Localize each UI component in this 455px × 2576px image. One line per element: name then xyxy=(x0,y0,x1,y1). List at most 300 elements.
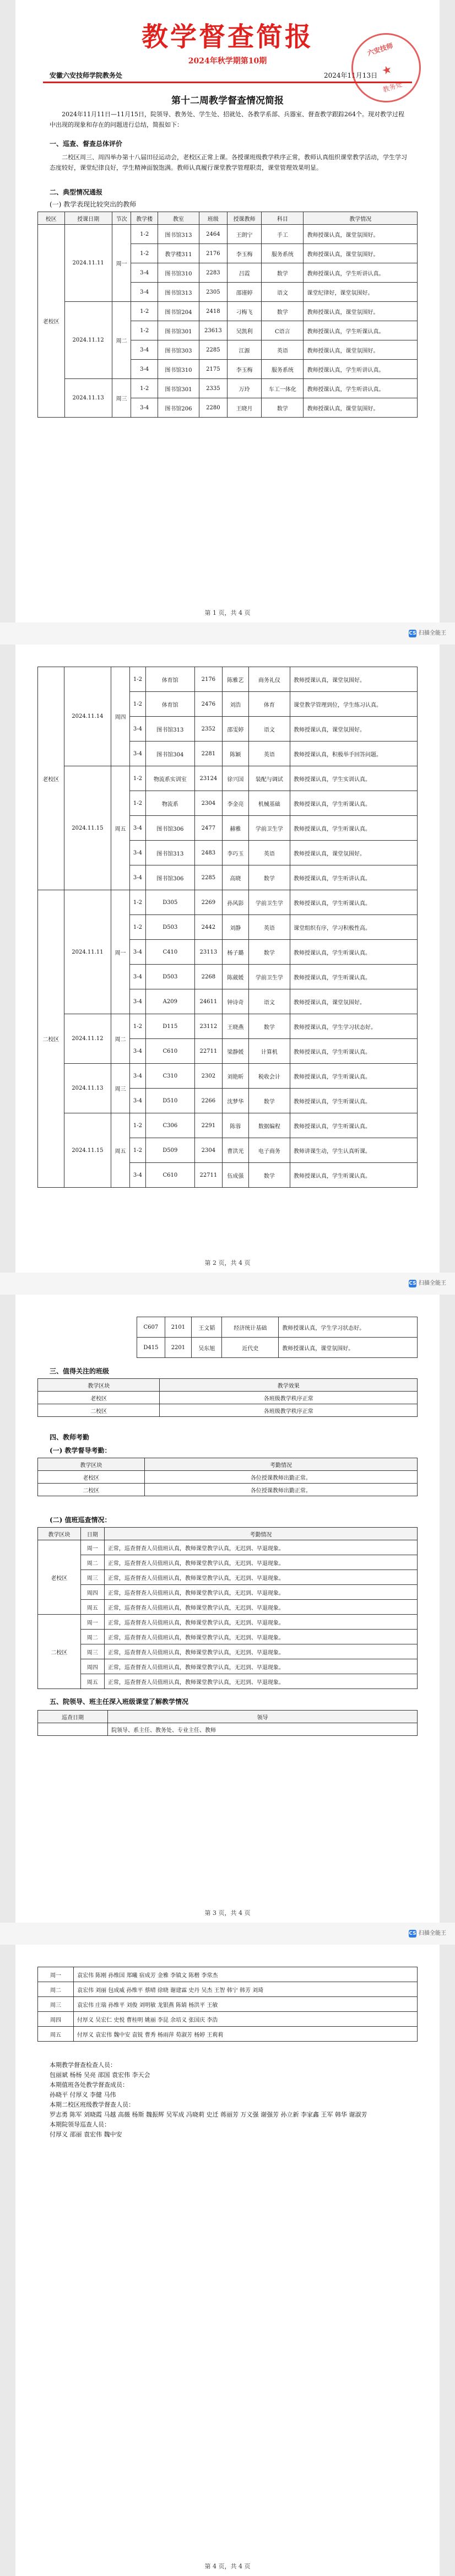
text-cell: 正常，巡查督查人员值班认真，教师课堂教学认真，无迟到、早退现象。 xyxy=(104,1659,417,1674)
room-cell: 2283 xyxy=(199,263,227,283)
note-cell: 教师授课认真，学生听讲认真。 xyxy=(304,360,418,379)
scanner-icon: CS xyxy=(409,1281,416,1286)
note-cell: 教师授课认真，学生听课认真。 xyxy=(290,890,418,915)
table-row xyxy=(137,1338,418,1358)
text-cell: 正常，巡查督查人员值班认真，教师课堂教学认真，无迟到、早退现象。 xyxy=(104,1555,417,1570)
table-row xyxy=(38,1585,418,1600)
room-cell: 24611 xyxy=(194,989,222,1014)
teacher-cell: 高晓 xyxy=(223,865,249,890)
day-cell: 周一 xyxy=(80,1615,104,1630)
day-cell: 周二 xyxy=(80,1555,104,1570)
teacher-cell: 刘浩 xyxy=(223,692,249,717)
date-cell: 2024.11.13 xyxy=(64,379,112,418)
subject-cell: 车工一体化 xyxy=(262,379,304,398)
page-number: 第 3 页，共 4 页 xyxy=(204,1909,251,1917)
teacher-cell: 李玉梅 xyxy=(227,360,261,379)
period-cell: 3-4 xyxy=(130,965,146,989)
table-row xyxy=(38,1540,418,1555)
column-header: 教室 xyxy=(158,212,199,225)
note-line: 孙晓平 付厚义 李健 马伟 xyxy=(50,2091,116,2098)
subject-cell: 商务礼仪 xyxy=(248,667,290,692)
column-header: 考勤情况 xyxy=(104,1528,417,1540)
note-cell: 教师授课认真，积极举手回答问题。 xyxy=(290,742,418,766)
page-number: 第 2 页，共 4 页 xyxy=(204,1259,251,1267)
room-cell: 2269 xyxy=(194,890,222,915)
table-row xyxy=(38,1404,418,1417)
teacher-cell: 杨子璐 xyxy=(223,940,249,965)
teacher-cell: 陈颖 xyxy=(223,742,249,766)
period-cell: 1-2 xyxy=(130,667,146,692)
building-cell: C607 xyxy=(137,1317,165,1338)
date-cell: 2024.11.11 xyxy=(64,225,112,302)
room-cell: 23613 xyxy=(199,321,227,340)
subject-cell: 数学 xyxy=(248,865,290,890)
names-cell: 付厚义 吴宏仁 史悦 曹桂明 姚丽 李昆 余培义 张国庆 李浩 xyxy=(74,2012,418,2027)
building-cell: D503 xyxy=(145,915,194,940)
teacher-cell: 沈梦华 xyxy=(223,1089,249,1113)
note-cell: 教师授课认真，课堂氛围好。 xyxy=(290,841,418,865)
table-row xyxy=(38,1570,418,1585)
intro-paragraph: 2024年11月11日—11月15日，院领导、教务处、学生处、招就处、各教学系部、兵器室、督查教学跟踪264个。现对教学过程中出现的现象和存在的问题进行总结，简报如下： xyxy=(50,111,404,128)
date-cell: 2024.11.12 xyxy=(64,1014,111,1064)
campus-cell: 二校区 xyxy=(38,1484,145,1496)
note-cell: 教师授课认真，学生听课认真。 xyxy=(290,816,418,841)
section-1-heading: 一、巡查、督查总体评价 xyxy=(50,140,123,148)
note-line: 本期值班各处教学督查成员： xyxy=(50,2081,128,2088)
room-cell: 2304 xyxy=(194,791,222,816)
building-cell: D510 xyxy=(145,1089,194,1113)
note-cell: 教师授课认真，课堂氛围好。 xyxy=(304,340,418,360)
names-cell: 袁宏伟 陈刚 孙维国 郑曦 宿成芳 金雅 李镇文 陈楷 李常杰 xyxy=(74,1967,418,1982)
table-row xyxy=(38,379,418,398)
column-header: 考勤情况 xyxy=(144,1458,417,1471)
table-row xyxy=(38,1997,418,2012)
room-cell: 2476 xyxy=(194,692,222,717)
campus-cell: 二校区 xyxy=(38,890,64,1188)
room-cell: 2266 xyxy=(194,1089,222,1113)
note-line: 本期二校区班级教学督查人员： xyxy=(50,2101,134,2108)
subject-cell: 学前卫生学 xyxy=(248,965,290,989)
notes-block xyxy=(50,2060,408,2140)
room-cell: 2101 xyxy=(165,1317,191,1338)
room-cell: 2305 xyxy=(199,283,227,302)
building-cell: 图书馆313 xyxy=(158,283,199,302)
note-cell: 课堂教学管理到位，学生练习认真。 xyxy=(290,692,418,717)
room-cell: 23112 xyxy=(194,1014,222,1039)
day-cell: 周五 xyxy=(111,1113,129,1188)
building-cell: C310 xyxy=(145,1064,194,1089)
date-cell: 2024.11.12 xyxy=(64,302,112,379)
day-cell: 周三 xyxy=(38,1997,74,2012)
note-cell: 教师授课认真，学生听讲认真。 xyxy=(304,379,418,398)
period-cell: 3-4 xyxy=(130,742,146,766)
period-cell: 1-2 xyxy=(130,1014,146,1039)
subject-cell: 语文 xyxy=(262,283,304,302)
teacher-cell: 邵雯婷 xyxy=(223,717,249,742)
column-header: 科目 xyxy=(262,212,304,225)
text-cell: 正常，巡查督查人员值班认真，教师课堂教学认真，无迟到、早退现象。 xyxy=(104,1570,417,1585)
building-cell: 图书馆313 xyxy=(158,225,199,244)
table-header-row xyxy=(38,1528,418,1540)
period-cell: 1-2 xyxy=(131,225,158,244)
scanner-logo: CS 扫描全能王 xyxy=(409,1930,446,1936)
building-cell: 图书馆310 xyxy=(158,360,199,379)
text-cell: 正常，巡查督查人员值班认真，教师课堂教学认真，无迟到、早退现象。 xyxy=(104,1540,417,1555)
text-cell: 正常，巡查督查人员值班认真，教师课堂教学认真，无迟到、早退现象。 xyxy=(104,1630,417,1644)
building-cell: 图书馆310 xyxy=(158,263,199,283)
column-header: 教学区块 xyxy=(38,1528,81,1540)
day-cell: 周四 xyxy=(80,1659,104,1674)
column-header: 教学楼 xyxy=(131,212,158,225)
table-row xyxy=(38,1982,418,1997)
subject-cell: 数学 xyxy=(248,1163,290,1188)
table-row xyxy=(38,1471,418,1484)
patrol-table xyxy=(37,1527,418,1689)
building-cell: D415 xyxy=(137,1338,165,1358)
period-cell: 1-2 xyxy=(130,915,146,940)
table-row xyxy=(38,1392,418,1404)
column-header: 节次 xyxy=(112,212,131,225)
room-cell: 2418 xyxy=(199,302,227,321)
table-row xyxy=(38,667,418,692)
date-cell xyxy=(38,1723,108,1736)
note-cell: 教师授课认真，课堂氛围好。 xyxy=(304,302,418,321)
teacher-cell: 吴东旭 xyxy=(192,1338,222,1358)
subject-cell: 学前卫生学 xyxy=(248,890,290,915)
building-cell: 物流系实训室 xyxy=(145,766,194,791)
table-header-row xyxy=(38,1711,418,1723)
subject-cell: 数学 xyxy=(248,1014,290,1039)
note-cell: 教师授课认真，学生听课认真。 xyxy=(290,940,418,965)
teacher-cell: 吴凯利 xyxy=(227,321,261,340)
subject-cell: 数据编程 xyxy=(248,1113,290,1138)
room-cell: 2483 xyxy=(194,841,222,865)
room-cell: 2268 xyxy=(194,965,222,989)
subject-cell: 税收会计 xyxy=(248,1064,290,1089)
subject-cell: 手工 xyxy=(262,225,304,244)
day-cell: 周四 xyxy=(38,2012,74,2027)
column-header: 授课教师 xyxy=(227,212,261,225)
day-cell: 周二 xyxy=(38,1982,74,1997)
campus-cell: 二校区 xyxy=(38,1615,81,1689)
table-row xyxy=(38,225,418,244)
table-row xyxy=(38,766,418,791)
period-cell: 3-4 xyxy=(131,340,158,360)
subject-cell: 语文 xyxy=(248,989,290,1014)
text-cell: 院领导、系主任、教务处、专业主任、教师 xyxy=(108,1723,418,1736)
room-cell: 23124 xyxy=(194,766,222,791)
note-cell: 教师授课认真，学生学习状态好。 xyxy=(290,1014,418,1039)
subject-cell: 计算机 xyxy=(248,1039,290,1064)
text-cell: 正常，巡查督查人员值班认真，教师课堂教学认真，无迟到、早退现象。 xyxy=(104,1585,417,1600)
teacher-cell: 赫雅 xyxy=(223,816,249,841)
issue-date: 2024年11月13日 xyxy=(324,72,378,79)
building-cell: 图书馆303 xyxy=(158,340,199,360)
table-row xyxy=(38,1555,418,1570)
section-5-heading: 五、院领导、班主任深入班级课堂了解教学情况 xyxy=(50,1698,189,1706)
table-row xyxy=(38,1615,418,1630)
building-cell: 图书馆306 xyxy=(145,816,194,841)
teacher-table-page3 xyxy=(137,1317,418,1358)
subject-cell: 服务系统 xyxy=(262,244,304,263)
table-row xyxy=(38,1659,418,1674)
column-header: 校区 xyxy=(38,212,65,225)
building-cell: 图书馆313 xyxy=(145,841,194,865)
building-cell: 图书馆313 xyxy=(145,717,194,742)
room-cell: 2335 xyxy=(199,379,227,398)
leader-visit-list xyxy=(37,1967,418,2042)
page-number: 第 4 页，共 4 页 xyxy=(204,2563,251,2570)
day-cell: 周五 xyxy=(80,1674,104,1689)
building-cell: 体育馆 xyxy=(145,667,194,692)
scanner-logo: CS 扫描全能王 xyxy=(409,1280,446,1286)
subject-cell: 数学 xyxy=(262,302,304,321)
column-header: 教学区块 xyxy=(38,1379,160,1392)
bulletin-issue: 2024年秋学期第10期 xyxy=(188,57,267,66)
sub-heading-attendance: (一) 教学督导考勤： xyxy=(50,1447,111,1454)
stamp-top: 六安技师 xyxy=(366,41,394,57)
text-cell: 正常，巡查督查人员值班认真，教师课堂教学认真，无迟到、早退现象。 xyxy=(104,1615,417,1630)
building-cell: 图书馆306 xyxy=(145,865,194,890)
period-cell: 1-2 xyxy=(130,1138,146,1163)
note-line: 包丽斌 杨杨 吴亮 邵国 袁宏伟 李天会 xyxy=(50,2071,150,2079)
building-cell: D115 xyxy=(145,1014,194,1039)
day-cell: 周一 xyxy=(80,1540,104,1555)
day-cell: 周三 xyxy=(80,1570,104,1585)
subject-cell: C语言 xyxy=(262,321,304,340)
subject-cell: 英语 xyxy=(248,742,290,766)
date-cell: 2024.11.14 xyxy=(64,667,111,766)
day-cell: 周三 xyxy=(112,379,131,418)
teacher-cell: 王晓月 xyxy=(227,398,261,418)
room-cell: 2291 xyxy=(194,1113,222,1138)
building-cell: C410 xyxy=(145,940,194,965)
scanner-icon: CS xyxy=(409,631,416,636)
period-cell: 3-4 xyxy=(130,816,146,841)
table-row xyxy=(137,1317,418,1338)
day-cell: 周一 xyxy=(38,1967,74,1982)
campus-cell: 老校区 xyxy=(38,1392,160,1404)
day-cell: 周一 xyxy=(111,890,129,1014)
date-cell: 2024.11.15 xyxy=(64,766,111,890)
building-cell: 图书馆301 xyxy=(158,379,199,398)
teacher-table-page2 xyxy=(37,667,418,1188)
teacher-cell: 江源 xyxy=(227,340,261,360)
campus-cell: 老校区 xyxy=(38,1471,145,1484)
column-header: 领导 xyxy=(108,1711,418,1723)
page-1 xyxy=(15,0,440,623)
note-cell: 教师讲课生动，学生认真听课。 xyxy=(290,1138,418,1163)
building-cell: 图书馆301 xyxy=(158,321,199,340)
note-cell: 教师授课认真，学生听课认真。 xyxy=(290,791,418,816)
note-cell: 教师授课认真，学生学习状态好。 xyxy=(279,1317,418,1338)
table-row xyxy=(38,1014,418,1039)
room-cell: 2281 xyxy=(194,742,222,766)
names-cell: 袁宏伟 刘丽 包成威 孙维平 蔡晴 徐晓 谢建霖 史丹 吴杰 王智 韩宁 韩芳 刘琦 xyxy=(74,1982,418,1997)
table-row xyxy=(38,1723,418,1736)
note-line: 付厚义 邵丽 袁宏伟 魏中安 xyxy=(50,2131,122,2138)
period-cell: 1-2 xyxy=(131,244,158,263)
table-row xyxy=(38,302,418,321)
subject-cell: 装配与调试 xyxy=(248,766,290,791)
period-cell: 3-4 xyxy=(130,940,146,965)
summary-paragraph: 二校区周三、周四举办第十八届田径运动会，老校区正常上课。各授课班级教学秩序正常，教师认真组织课堂教学活动，学生学习态度较好，课堂纪律良好，学生精神面貌饱满。教师认真履行课堂教学管理职责，课堂管理效果明显。 xyxy=(50,154,407,171)
day-cell: 周五 xyxy=(38,2027,74,2042)
building-cell: 图书馆206 xyxy=(158,398,199,418)
subject-cell: 近代史 xyxy=(222,1338,279,1358)
building-cell: 图书馆304 xyxy=(145,742,194,766)
text-cell: 正常，巡查督查人员值班认真，教师课堂教学认真，无迟到、早退现象。 xyxy=(104,1600,417,1615)
table-header-row xyxy=(38,1458,418,1471)
campus-cell: 老校区 xyxy=(38,1540,81,1615)
period-cell: 3-4 xyxy=(130,717,146,742)
building-cell: D305 xyxy=(145,890,194,915)
subject-cell: 语文 xyxy=(248,717,290,742)
building-cell: 体育馆 xyxy=(145,692,194,717)
table-row xyxy=(38,1064,418,1089)
period-cell: 3-4 xyxy=(131,360,158,379)
teacher-cell: 陈葳媛 xyxy=(223,965,249,989)
attendance-table xyxy=(37,1458,418,1496)
column-header: 班级 xyxy=(199,212,227,225)
note-cell: 教师授课认真，课堂氛围好。 xyxy=(290,717,418,742)
period-cell: 1-2 xyxy=(131,321,158,340)
period-cell: 1-2 xyxy=(131,302,158,321)
note-cell: 教师授课认真，学生听课认真。 xyxy=(290,1064,418,1089)
subject-cell: 体育 xyxy=(248,692,290,717)
room-cell: 2302 xyxy=(194,1064,222,1089)
day-cell: 周四 xyxy=(111,667,129,766)
text-cell: 正常，巡查督查人员值班认真，教师课堂教学认真，无迟到、早退现象。 xyxy=(104,1644,417,1659)
note-cell: 教师授课认真，学生听课认真。 xyxy=(290,1039,418,1064)
note-cell: 教师授课认真，课堂氛围好。 xyxy=(290,989,418,1014)
names-cell: 付厚义 袁宏伟 魏中安 袁锐 曹秀 杨雨萍 荀淑芳 杨婷 王莉莉 xyxy=(74,2027,418,2042)
room-cell: 2285 xyxy=(199,340,227,360)
text-cell: 各班级教学秩序正常 xyxy=(160,1404,418,1417)
section-3-heading: 三、值得关注的班级 xyxy=(50,1367,110,1375)
scanner-icon: CS xyxy=(409,1931,416,1936)
subject-cell: 服务系统 xyxy=(262,360,304,379)
period-cell: 3-4 xyxy=(130,1039,146,1064)
period-cell: 1-2 xyxy=(131,379,158,398)
teacher-cell: 陈蓉 xyxy=(223,1113,249,1138)
period-cell: 3-4 xyxy=(130,1089,146,1113)
building-cell: D509 xyxy=(145,1138,194,1163)
table-row xyxy=(38,1484,418,1496)
note-line: 罗志勇 陈军 刘晓霞 马越 高薇 杨斯 魏振辉 吴军成 冯晓莉 史迁 蒋丽芳 万义强 谢强芳 孙立新 李家鑫 王军 韩华 谢淑芳 xyxy=(50,2111,367,2118)
campus-cell: 二校区 xyxy=(38,1404,160,1417)
teacher-cell: 刘静 xyxy=(223,915,249,940)
room-cell: 2442 xyxy=(194,915,222,940)
day-cell: 周五 xyxy=(80,1600,104,1615)
issuer: 安徽六安技师学院教务处 xyxy=(50,72,123,79)
table-header-row xyxy=(38,212,418,225)
room-cell: 2280 xyxy=(199,398,227,418)
building-cell: C610 xyxy=(145,1163,194,1188)
table-row xyxy=(38,1113,418,1138)
building-cell: D503 xyxy=(145,965,194,989)
day-cell: 周五 xyxy=(111,766,129,890)
text-cell: 各班级教学秩序正常 xyxy=(160,1392,418,1404)
date-cell: 2024.11.15 xyxy=(64,1113,111,1188)
building-cell: C306 xyxy=(145,1113,194,1138)
teacher-cell: 刘艳昕 xyxy=(223,1064,249,1089)
subject-cell: 电子商务 xyxy=(248,1138,290,1163)
text-cell: 正常，巡查督查人员值班认真，教师课堂教学认真，无迟到、早退现象。 xyxy=(104,1674,417,1689)
section-4-heading: 四、教师考勤 xyxy=(50,1433,90,1441)
day-cell: 周二 xyxy=(112,302,131,379)
campus-cell: 老校区 xyxy=(38,225,65,418)
scan-watermark-bar xyxy=(0,623,455,645)
sub-heading-teachers: (一) 教学表现比较突出的教师 xyxy=(50,201,137,208)
note-cell: 教师授课认真，学生听课认真。 xyxy=(290,1163,418,1188)
room-cell: 22711 xyxy=(194,1039,222,1064)
period-cell: 3-4 xyxy=(131,398,158,418)
period-cell: 3-4 xyxy=(130,841,146,865)
teacher-cell: 钟诗奇 xyxy=(223,989,249,1014)
period-cell: 3-4 xyxy=(130,865,146,890)
teacher-cell: 邵谨婷 xyxy=(227,283,261,302)
teacher-cell: 李玉梅 xyxy=(227,244,261,263)
period-cell: 3-4 xyxy=(131,263,158,283)
class-table xyxy=(37,1378,418,1417)
table-row xyxy=(38,890,418,915)
note-cell: 教师授课认真，学生听讲认真。 xyxy=(304,263,418,283)
day-cell: 周三 xyxy=(111,1064,129,1113)
period-cell: 1-2 xyxy=(130,791,146,816)
table-row xyxy=(38,1600,418,1615)
room-cell: 2175 xyxy=(199,360,227,379)
sub-heading-patrol: (二) 值班巡查情况： xyxy=(50,1516,111,1524)
building-cell: 物流系 xyxy=(145,791,194,816)
note-cell: 教师授课认真，学生听课认真。 xyxy=(290,965,418,989)
room-cell: 2477 xyxy=(194,816,222,841)
subject-cell: 数学 xyxy=(262,398,304,418)
room-cell: 22711 xyxy=(194,1163,222,1188)
page-number: 第 1 页，共 4 页 xyxy=(204,609,251,616)
teacher-cell: 徐兴国 xyxy=(223,766,249,791)
note-cell: 教师授课认真，学生听讲认真。 xyxy=(290,865,418,890)
table-header-row xyxy=(38,1379,418,1392)
teacher-cell: 万玲 xyxy=(227,379,261,398)
note-cell: 教师授课认真，课堂氛围好。 xyxy=(304,398,418,418)
note-cell: 教师授课认真，学生听课认真。 xyxy=(290,1113,418,1138)
teacher-cell: 孙风影 xyxy=(223,890,249,915)
room-cell: 2285 xyxy=(194,865,222,890)
teacher-cell: 李金亮 xyxy=(223,791,249,816)
period-cell: 1-2 xyxy=(130,1113,146,1138)
table-row xyxy=(38,1967,418,1982)
room-cell: 2304 xyxy=(194,1138,222,1163)
teacher-cell: 王朗宁 xyxy=(227,225,261,244)
room-cell: 2464 xyxy=(199,225,227,244)
room-cell: 23113 xyxy=(194,940,222,965)
subject-cell: 数学 xyxy=(248,1089,290,1113)
table-row xyxy=(38,1630,418,1644)
period-cell: 1-2 xyxy=(130,692,146,717)
note-cell: 教师授课认真，课堂氛围好。 xyxy=(304,244,418,263)
day-cell: 周一 xyxy=(112,225,131,302)
note-cell: 课堂组织有序，学习积极性高。 xyxy=(290,915,418,940)
teacher-cell: 刁梅飞 xyxy=(227,302,261,321)
doc-title: 第十二周教学督查情况简报 xyxy=(171,95,284,106)
day-cell: 周三 xyxy=(80,1644,104,1659)
subject-cell: 英语 xyxy=(262,340,304,360)
subject-cell: 经济统计基础 xyxy=(222,1317,279,1338)
stamp-star-icon: ★ xyxy=(380,62,394,78)
note-cell: 教师授课认真，课堂氛围好。 xyxy=(290,667,418,692)
note-line: 本期院领导巡查人员： xyxy=(50,2121,110,2128)
